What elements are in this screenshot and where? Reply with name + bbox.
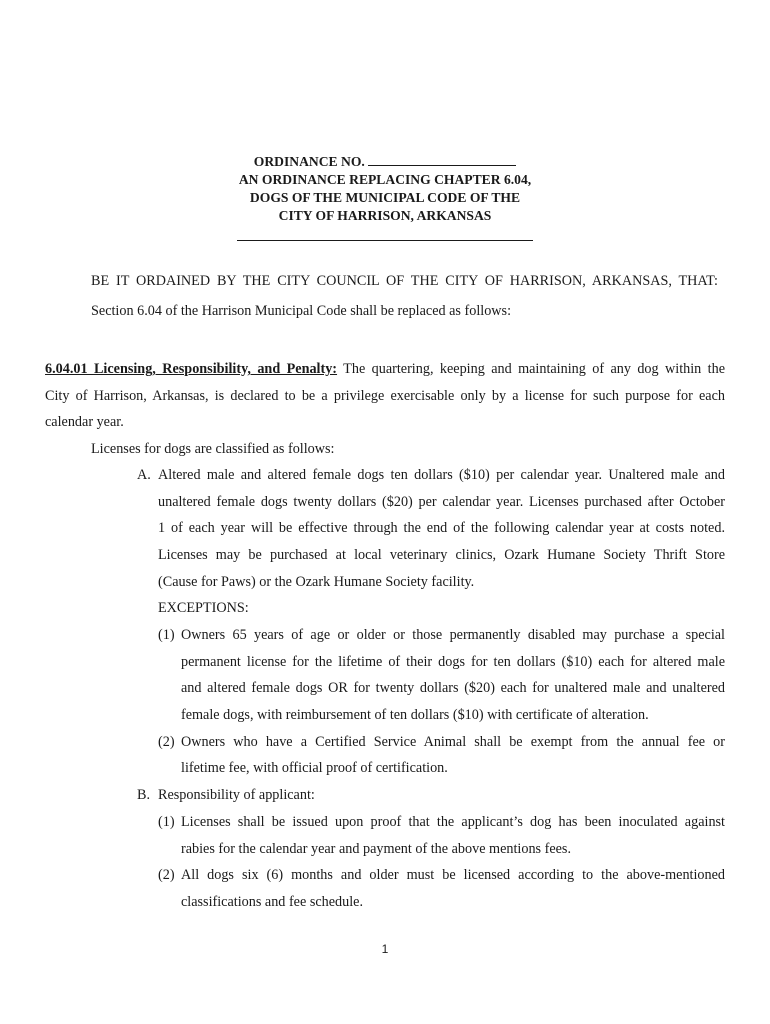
- ordinance-number-line: [0, 153, 770, 171]
- exception-1-line-3: and altered female dogs OR for twenty dollars ($20) each for unaltered male and unaltered: [181, 680, 725, 696]
- exceptions-label: EXCEPTIONS:: [158, 600, 249, 616]
- section-60401-line-2: City of Harrison, Arkansas, is declared to be a privilege exercisable only by a license for such purpose for each: [45, 388, 725, 404]
- title-divider: [237, 240, 533, 241]
- item-a-line-2: unaltered female dogs twenty dollars ($20) per calendar year. Licenses purchased after October: [158, 494, 725, 510]
- exception-1-marker: (1): [158, 627, 175, 643]
- item-a-marker: A.: [137, 467, 151, 483]
- exception-1-line-2: permanent license for the lifetime of their dogs for ten dollars ($10) each for altered male: [181, 654, 725, 670]
- section-60401-text: The quartering, keeping and maintaining of any dog within the: [337, 361, 726, 377]
- item-a-line-1: Altered male and altered female dogs ten dollars ($10) per calendar year. Unaltered male and: [158, 467, 725, 483]
- item-a-line-5: (Cause for Paws) or the Ozark Humane Society facility.: [158, 574, 475, 590]
- responsibility-2-line-1: All dogs six (6) months and older must be licensed according to the above-mentioned: [181, 867, 725, 883]
- item-a-line-4: Licenses may be purchased at local veterinary clinics, Ozark Humane Society Thrift Store: [158, 547, 725, 563]
- ordinance-title-line-2: DOGS OF THE MUNICIPAL CODE OF THE: [249, 190, 521, 205]
- section-intro: Section 6.04 of the Harrison Municipal Code shall be replaced as follows:: [91, 303, 512, 319]
- item-a-line-3: 1 of each year will be effective through the end of the following calendar year at costs noted.: [158, 520, 725, 536]
- section-60401-line-1: [45, 360, 725, 378]
- responsibility-1-marker: (1): [158, 814, 175, 830]
- responsibility-1-line-2: rabies for the calendar year and payment of the above mentions fees.: [181, 841, 571, 857]
- section-60401-heading: 6.04.01 Licensing, Responsibility, and Penalty:: [45, 361, 338, 377]
- responsibility-2-marker: (2): [158, 867, 175, 883]
- ordinance-title-line-1: AN ORDINANCE REPLACING CHAPTER 6.04,: [238, 172, 532, 187]
- exception-1-line-1: Owners 65 years of age or older or those permanently disabled may purchase a special: [181, 627, 725, 643]
- exception-1-line-4: female dogs, with reimbursement of ten dollars ($10) with certificate of alteration.: [181, 707, 649, 723]
- ordinance-number-blank: [368, 153, 516, 166]
- exception-2-line-2: lifetime fee, with official proof of certification.: [181, 760, 448, 776]
- classification-intro: Licenses for dogs are classified as follows:: [91, 441, 335, 457]
- item-b-marker: B.: [137, 787, 151, 803]
- item-b-label: Responsibility of applicant:: [158, 787, 315, 803]
- ordinance-title-line-3: CITY OF HARRISON, ARKANSAS: [278, 208, 492, 223]
- responsibility-1-line-1: Licenses shall be issued upon proof that the applicant’s dog has been inoculated against: [181, 814, 725, 830]
- responsibility-2-line-2: classifications and fee schedule.: [181, 894, 363, 910]
- page-number: 1: [381, 942, 389, 956]
- section-60401-line-3: calendar year.: [45, 414, 124, 430]
- exception-2-marker: (2): [158, 734, 175, 750]
- ordinance-title-block: [0, 153, 770, 225]
- ordinance-number-label: ORDINANCE NO.: [253, 154, 369, 169]
- ordained-clause: BE IT ORDAINED BY THE CITY COUNCIL OF THE CITY OF HARRISON, ARKANSAS, THAT:: [91, 273, 718, 289]
- exception-2-line-1: Owners who have a Certified Service Animal shall be exempt from the annual fee or: [181, 734, 725, 750]
